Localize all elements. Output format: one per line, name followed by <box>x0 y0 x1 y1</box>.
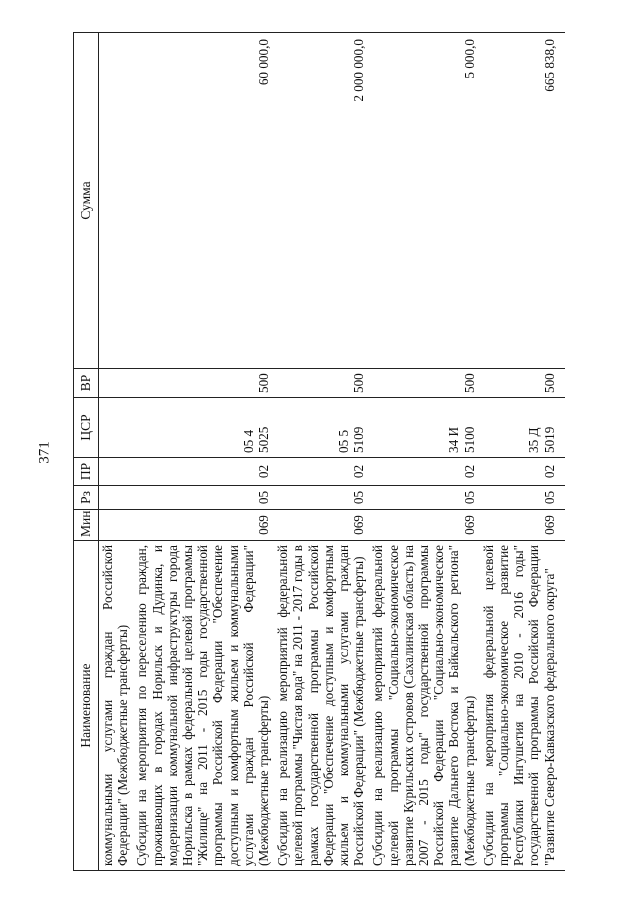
row-vr: 500 <box>273 369 368 398</box>
row-sum: 60 000,0 <box>132 33 273 369</box>
row-sum: 2 000 000,0 <box>273 33 368 369</box>
row-name: коммунальными услугами граждан Российской Федерации" (Межбюджетные трансферты) <box>99 541 133 871</box>
row-min: 069 <box>132 510 273 541</box>
row-sum: 665 838,0 <box>479 33 565 369</box>
table-row <box>99 33 133 871</box>
row-csr: 34 И 5100 <box>368 398 478 458</box>
row-pr <box>99 458 133 486</box>
row-pr: 02 <box>273 458 368 486</box>
row-min: 069 <box>479 510 565 541</box>
row-csr: 05 5 5109 <box>273 398 368 458</box>
row-name: Субсидии на реализацию мероприятий федеральной целевой программы "Социально-экономическое развитие Курильских островов (Сахалинская область) на 2007 - 2015 годы" государственной программы Российской Федерации "Социально-экономическое развитие Дальнего Востока и Байкальского региона" (Межбюджетные трансферты) <box>368 541 478 871</box>
row-vr: 500 <box>132 369 273 398</box>
row-vr <box>99 369 133 398</box>
header-sum: Сумма <box>74 33 99 369</box>
row-name: Субсидии на мероприятия федеральной целевой программы "Социально-экономическое развитие Республики Ингушетия на 2010 - 2016 годы" государственной программы Российской Федерации "Развитие Северо-Кавказского федерального округа" <box>479 541 565 871</box>
header-rz: Рз <box>74 486 99 510</box>
row-csr: 35 Д 5019 <box>479 398 565 458</box>
row-pr: 02 <box>479 458 565 486</box>
row-rz: 05 <box>132 486 273 510</box>
row-pr: 02 <box>368 458 478 486</box>
table-row <box>132 33 273 871</box>
row-pr: 02 <box>132 458 273 486</box>
row-rz: 05 <box>368 486 478 510</box>
header-vr: ВР <box>74 369 99 398</box>
document-body <box>73 33 589 871</box>
table-row <box>273 33 368 871</box>
table-row <box>368 33 478 871</box>
row-name: Субсидии на реализацию мероприятий федеральной целевой программы "Чистая вода" на 2011 - 2017 годы в рамках государственной программы Российской Федерации "Обеспечение доступным и комфортным жильем и коммунальными услугами граждан Российской Федерации" (Межбюджетные трансферты) <box>273 541 368 871</box>
row-vr: 500 <box>368 369 478 398</box>
table-header-row <box>74 33 99 871</box>
header-min: Мин <box>74 510 99 541</box>
table-row <box>479 33 565 871</box>
row-rz: 05 <box>273 486 368 510</box>
row-csr: 05 4 5025 <box>132 398 273 458</box>
row-vr: 500 <box>479 369 565 398</box>
budget-table <box>73 32 565 871</box>
row-csr <box>99 398 133 458</box>
row-min <box>99 510 133 541</box>
row-min: 069 <box>368 510 478 541</box>
header-name: Наименование <box>74 541 99 871</box>
header-csr: ЦСР <box>74 398 99 458</box>
page-number: 371 <box>36 441 53 464</box>
row-sum: 5 000,0 <box>368 33 478 369</box>
row-rz: 05 <box>479 486 565 510</box>
row-rz <box>99 486 133 510</box>
row-min: 069 <box>273 510 368 541</box>
header-pr: ПР <box>74 458 99 486</box>
row-sum <box>99 33 133 369</box>
row-name: Субсидии на мероприятия по переселению граждан, проживающих в городах Норильск и Дудинка, и модернизации коммунальной инфраструктуры города Норильска в рамках федеральной целевой программы "Жилище" на 2011 - 2015 годы государственной программы Российской Федерации "Обеспечение доступным и комфортным жильем и коммунальными услугами граждан Российской Федерации" (Межбюджетные трансферты) <box>132 541 273 871</box>
